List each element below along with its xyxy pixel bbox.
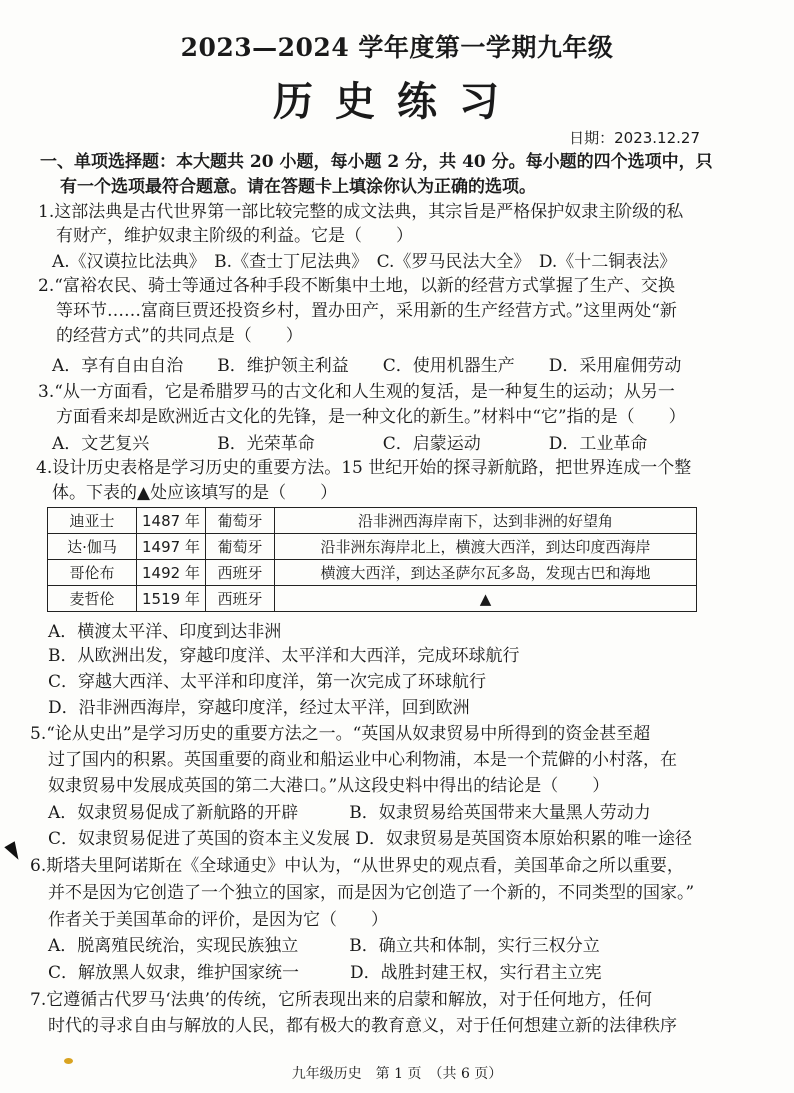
table-row <box>48 560 697 586</box>
table-cell: 沿非洲西海岸南下，达到非洲的好望角 <box>275 508 697 534</box>
table-cell: 西班牙 <box>206 586 275 612</box>
text-line: 时代的寻求自由与解放的人民，都有极大的教育意义，对于任何想建立新的法律秩序 <box>48 1016 677 1036</box>
page-footer: 九年级历史 第 1 页 （共 6 页） <box>291 1066 503 1082</box>
text-line: 奴隶贸易中发展成英国的第二大港口。”从这段史料中得出的结论是（ ） <box>48 776 610 796</box>
table-cell: 1519 年 <box>137 586 206 612</box>
exam-title: 2023—2024 学年度第一学期九年级 <box>180 33 614 62</box>
table-cell: 西班牙 <box>206 560 275 586</box>
text-line: D．沿非洲西海岸，穿越印度洋，经过太平洋，回到欧洲 <box>48 698 470 718</box>
text-line: 等环节……富商巨贾还投资乡村，置办田产，采用新的生产经营方式。”这里两处“新 <box>56 301 677 321</box>
text-line: 一、单项选择题：本大题共 20 小题，每小题 2 分，共 40 分。每小题的四个选项中，只 <box>40 152 713 172</box>
text-line: A．横渡太平洋、印度到达非洲 <box>48 622 282 642</box>
text-line: 有一个选项最符合题意。请在答题卡上填涂你认为正确的选项。 <box>60 177 536 197</box>
table-cell: 葡萄牙 <box>206 508 275 534</box>
table-cell: ▲ <box>275 586 697 612</box>
table-row <box>48 586 697 612</box>
text-line: C．穿越大西洋、太平洋和印度洋，第一次完成了环球航行 <box>48 672 487 692</box>
voyages-table <box>47 507 697 612</box>
text-line: 过了国内的积累。英国重要的商业和船运业中心利物浦，本是一个荒僻的小村落，在 <box>48 750 677 770</box>
table-row <box>48 534 697 560</box>
text-line: 7.它遵循古代罗马‘法典’的传统，它所表现出来的启蒙和解放，对于任何地方，任何 <box>30 990 653 1010</box>
table-cell: 1492 年 <box>137 560 206 586</box>
text-line: 2.“富裕农民、骑士等通过各种手段不断集中土地，以新的经营方式掌握了生产、交换 <box>38 276 675 296</box>
table-cell: 沿非洲东海岸北上，横渡大西洋，到达印度西海岸 <box>275 534 697 560</box>
text-line: 有财产，维护奴隶主阶级的利益。它是（ ） <box>56 226 413 246</box>
table-cell: 迪亚士 <box>48 508 137 534</box>
table-cell: 1487 年 <box>137 508 206 534</box>
text-line: A．奴隶贸易促成了新航路的开辟 B．奴隶贸易给英国带来大量黑人劳动力 <box>48 803 651 823</box>
table-cell: 哥伦布 <box>48 560 137 586</box>
subject-title: 历史练习 <box>273 78 521 125</box>
table-cell: 1497 年 <box>137 534 206 560</box>
text-line: A.《汉谟拉比法典》 B.《查士丁尼法典》 C.《罗马民法大全》 D.《十二铜表法》 <box>52 252 677 272</box>
text-line: C．解放黑人奴隶，维护国家统一 D．战胜封建王权，实行君主立宪 <box>48 963 602 983</box>
text-line: 1.这部法典是古代世界第一部比较完整的成文法典，其宗旨是严格保护奴隶主阶级的私 <box>38 202 684 222</box>
text-line: 5.“论从史出”是学习历史的重要方法之一。“英国从奴隶贸易中所得到的资金甚至超 <box>30 724 651 744</box>
text-line: 4.设计历史表格是学习历史的重要方法。15 世纪开始的探寻新航路，把世界连成一个整 <box>36 458 692 478</box>
exam-date: 日期：2023.12.27 <box>569 129 700 147</box>
text-line: 6.斯塔夫里阿诺斯在《全球通史》中认为，“从世界史的观点看，美国革命之所以重要， <box>30 856 684 876</box>
table-cell: 达·伽马 <box>48 534 137 560</box>
text-line: A．文艺复兴 B．光荣革命 C．启蒙运动 D．工业革命 <box>52 434 648 454</box>
table-cell: 横渡大西洋，到达圣萨尔瓦多岛，发现古巴和海地 <box>275 560 697 586</box>
table-row <box>48 508 697 534</box>
table-cell: 麦哲伦 <box>48 586 137 612</box>
text-line: B．从欧洲出发，穿越印度洋、太平洋和大西洋，完成环球航行 <box>48 646 520 666</box>
text-line: 3.“从一方面看，它是希腊罗马的古文化和人生观的复活，是一种复生的运动；从另一 <box>38 382 675 402</box>
text-line: 的经营方式”的共同点是（ ） <box>56 326 303 346</box>
text-line: A．享有自由自治 B．维护领主利益 C．使用机器生产 D．采用雇佣劳动 <box>52 356 682 376</box>
text-line: 作者关于美国革命的评价，是因为它（ ） <box>48 910 388 930</box>
text-line: 并不是因为它创造了一个独立的国家，而是因为它创造了一个新的，不同类型的国家。” <box>48 883 695 903</box>
text-line: A．脱离殖民统治，实现民族独立 B．确立共和体制，实行三权分立 <box>48 936 600 956</box>
text-line: 体。下表的▲处应该填写的是（ ） <box>52 483 338 503</box>
pen-mark-icon <box>4 841 23 863</box>
text-line: 方面看来却是欧洲近古文化的先锋，是一种文化的新生。”材料中“它”指的是（ ） <box>56 407 686 427</box>
text-line: C．奴隶贸易促进了英国的资本主义发展 D．奴隶贸易是英国资本原始积累的唯一途径 <box>48 829 693 849</box>
table-cell: 葡萄牙 <box>206 534 275 560</box>
